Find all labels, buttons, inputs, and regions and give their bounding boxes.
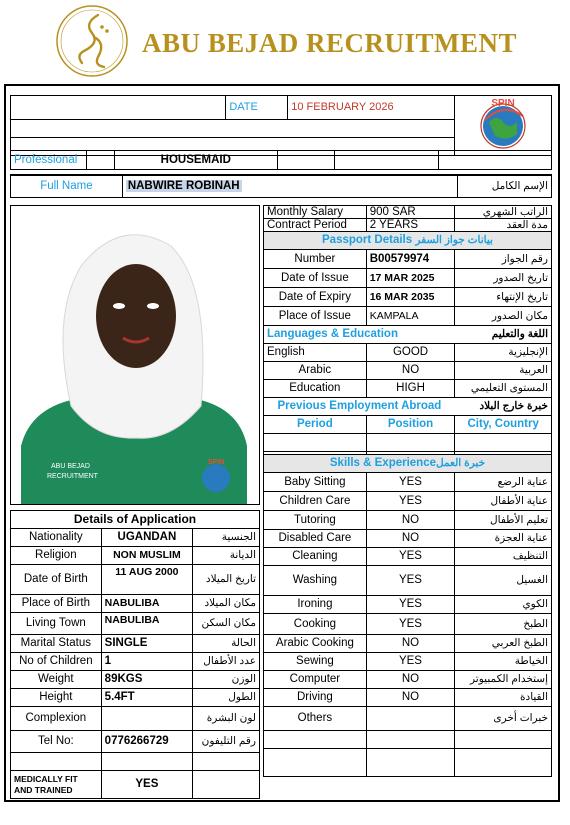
salary-ar: الراتب الشهري (455, 206, 552, 219)
app-label: Tel No: (11, 731, 102, 753)
period-label: Contract Period (264, 219, 367, 232)
employment-section-title: Previous Employment Abroad (264, 398, 455, 416)
date-label: DATE (226, 96, 288, 120)
lang-english-value: GOOD (366, 344, 455, 362)
app-ar: الوزن (193, 671, 260, 689)
app-ar: تاريخ الميلاد (193, 565, 260, 595)
app-ar: الجنسية (193, 529, 260, 547)
spin-text: SPIN (491, 98, 515, 109)
professional-label: Professional (11, 151, 87, 170)
app-ar: لون البشرة (193, 707, 260, 731)
salary-value: 900 SAR (366, 206, 455, 219)
app-value: 89KGS (101, 671, 192, 689)
skill-label: Children Care (264, 492, 367, 511)
fullname-value: NABWIRE ROBINAH (127, 179, 240, 192)
app-ar: الحالة (193, 635, 260, 653)
skill-label: Washing (264, 566, 367, 596)
spin-logo-cell (455, 96, 552, 156)
spin-globe-icon (473, 96, 533, 150)
app-value: 0776266729 (101, 731, 192, 753)
skill-ar: عناية العجزة (455, 530, 552, 548)
profession-table (10, 150, 552, 176)
period-ar: مدة العقد (455, 219, 552, 232)
app-label: Religion (11, 547, 102, 565)
education-label: Education (264, 380, 367, 398)
app-label: Date of Birth (11, 565, 102, 595)
top-table (10, 95, 552, 156)
shirt-text-1: ABU BEJAD (51, 463, 90, 470)
app-value: NABULIBA (101, 595, 192, 613)
skill-ar: الكوي (455, 596, 552, 614)
skill-ar: الطبخ العربي (455, 635, 552, 653)
place-issue-label: Place of Issue (264, 307, 367, 326)
skills-section-title: Skills & Experienceخبرة العمل (264, 455, 552, 473)
expiry-date-ar: تاريخ الإنتهاء (455, 288, 552, 307)
period-value: 2 YEARS (366, 219, 455, 232)
skill-label: Ironing (264, 596, 367, 614)
right-upper-table (263, 205, 552, 470)
date-value: 10 FEBRUARY 2026 (288, 96, 455, 120)
skill-value: NO (366, 511, 454, 530)
shirt-badge: SPIN (207, 459, 225, 466)
issue-date-ar: تاريخ الصدور (455, 269, 552, 288)
skill-value: NO (366, 635, 454, 653)
lang-english-ar: الإنجليزية (455, 344, 552, 362)
app-ar: مكان الميلاد (193, 595, 260, 613)
passport-section-title: Passport Details بيانات جواز السفر (264, 232, 552, 250)
app-ar: مكان السكن (193, 613, 260, 635)
skill-label: Computer (264, 671, 367, 689)
app-label: Complexion (11, 707, 102, 731)
application-title: Details of Application (11, 511, 260, 529)
passport-number-ar: رقم الجواز (455, 250, 552, 269)
skill-ar: خبرات أخرى (455, 707, 552, 731)
app-ar: رقم التليفون (193, 731, 260, 753)
skill-ar: التنظيف (455, 548, 552, 566)
app-value: 5.4FT (101, 689, 192, 707)
expiry-date-label: Date of Expiry (264, 288, 367, 307)
skill-value: NO (366, 671, 454, 689)
skill-ar: الغسيل (455, 566, 552, 596)
app-value: UGANDAN (101, 529, 192, 547)
skill-ar: الخياطة (455, 653, 552, 671)
skill-value: YES (366, 548, 454, 566)
employment-section-ar: خبرة خارج البلاد (455, 398, 552, 416)
company-logo (54, 3, 130, 79)
company-name: ABU BEJAD RECRUITMENT (142, 28, 518, 58)
passport-number-label: Number (264, 250, 367, 269)
pro-blank-4 (439, 151, 552, 170)
app-ar: الطول (193, 689, 260, 707)
skill-label: Others (264, 707, 367, 731)
skill-ar: عناية الأطفال (455, 492, 552, 511)
fullname-table (10, 174, 552, 198)
pro-blank-3 (334, 151, 439, 170)
skill-value: NO (366, 530, 454, 548)
candidate-photo (10, 205, 260, 505)
app-label: Nationality (11, 529, 102, 547)
skill-value: YES (366, 492, 454, 511)
app-label: No of Children (11, 653, 102, 671)
skill-value: YES (366, 473, 454, 492)
col-city-country: City, Country (455, 416, 552, 434)
medical-value: YES (101, 771, 192, 799)
app-label: Height (11, 689, 102, 707)
skill-label: Disabled Care (264, 530, 367, 548)
education-value: HIGH (366, 380, 455, 398)
app-label: Weight (11, 671, 102, 689)
lang-arabic-label: Arabic (264, 362, 367, 380)
shirt-text-2: RECRUITMENT (47, 473, 98, 480)
col-position: Position (366, 416, 455, 434)
app-label: Marital Status (11, 635, 102, 653)
place-issue-value: KAMPALA (366, 307, 455, 326)
app-value: 1 (101, 653, 192, 671)
lang-english-label: English (264, 344, 367, 362)
app-ar: الديانة (193, 547, 260, 565)
education-ar: المستوى التعليمي (455, 380, 552, 398)
fullname-label: Full Name (11, 175, 123, 198)
app-label: Living Town (11, 613, 102, 635)
passport-number-value: B00579974 (366, 250, 455, 269)
medical-label: MEDICALLY FIT AND TRAINED (11, 771, 102, 799)
skill-label: Arabic Cooking (264, 635, 367, 653)
app-value: 11 AUG 2000 (101, 565, 192, 595)
skill-label: Cooking (264, 614, 367, 635)
skill-label: Tutoring (264, 511, 367, 530)
place-issue-ar: مكان الصدور (455, 307, 552, 326)
app-value (101, 707, 192, 731)
skill-ar: إستخدام الكمبيوتر (455, 671, 552, 689)
col-period: Period (264, 416, 367, 434)
skill-ar: عناية الرضع (455, 473, 552, 492)
skill-label: Sewing (264, 653, 367, 671)
languages-section-ar: اللغة والتعليم (455, 326, 552, 344)
lang-arabic-value: NO (366, 362, 455, 380)
professional-value: HOUSEMAID (114, 151, 277, 170)
skills-table (263, 454, 552, 777)
app-value: NON MUSLIM (101, 547, 192, 565)
skill-label: Baby Sitting (264, 473, 367, 492)
skill-value (366, 707, 454, 731)
fullname-ar: الإسم الكامل (458, 175, 552, 198)
issue-date-label: Date of Issue (264, 269, 367, 288)
skill-value: YES (366, 596, 454, 614)
skill-value: NO (366, 689, 454, 707)
top-blank (11, 96, 226, 120)
skill-value: YES (366, 566, 454, 596)
skill-ar: تعليم الأطفال (455, 511, 552, 530)
skill-label: Driving (264, 689, 367, 707)
skill-value: YES (366, 653, 454, 671)
skill-label: Cleaning (264, 548, 367, 566)
issue-date-value: 17 MAR 2025 (366, 269, 455, 288)
top-blank-2 (11, 120, 455, 138)
app-label: Place of Birth (11, 595, 102, 613)
app-ar: عدد الأطفال (193, 653, 260, 671)
pro-blank (86, 151, 114, 170)
application-table (10, 510, 260, 799)
app-value: NABULIBA (101, 613, 192, 635)
app-value: SINGLE (101, 635, 192, 653)
salary-label: Monthly Salary (264, 206, 367, 219)
pro-blank-2 (277, 151, 334, 170)
skill-value: YES (366, 614, 454, 635)
skill-ar: القيادة (455, 689, 552, 707)
lang-arabic-ar: العربية (455, 362, 552, 380)
languages-section-title: Languages & Education (264, 326, 455, 344)
expiry-date-value: 16 MAR 2035 (366, 288, 455, 307)
skill-ar: الطبخ (455, 614, 552, 635)
